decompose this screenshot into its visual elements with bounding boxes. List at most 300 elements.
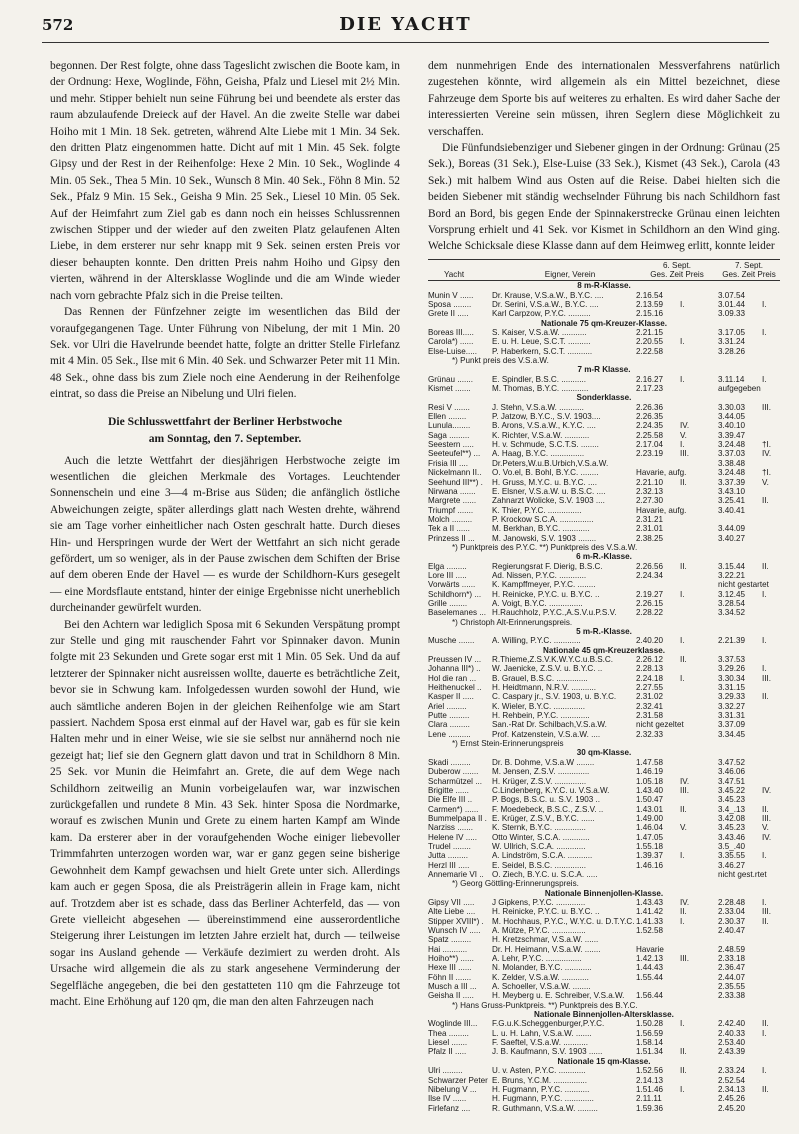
table-row xyxy=(428,309,780,318)
cell-prize-sept7 xyxy=(762,926,780,935)
cell-prize-sept6: III. xyxy=(680,954,689,964)
table-row xyxy=(428,664,780,673)
cell-yacht: Vorwärts ...... xyxy=(428,580,476,590)
cell-time-sept6: 2.20.55 xyxy=(636,337,664,347)
cell-prize-sept7 xyxy=(762,1038,780,1047)
cell-prize-sept7: I. xyxy=(762,589,767,599)
cell-prize-sept6 xyxy=(680,982,718,991)
cell-time-sept6: 2.40.20 xyxy=(636,636,664,646)
table-row xyxy=(428,655,780,664)
cell-owner: F.G.u.K.Scheggenburger,P.Y.C. xyxy=(492,1019,605,1029)
cell-prize-sept6 xyxy=(680,926,718,935)
cell-time-sept6: 1.55.18 xyxy=(636,841,664,851)
cell-yacht: Bummelpapa II . xyxy=(428,813,487,823)
cell-prize-sept7 xyxy=(762,655,780,664)
cell-time-sept6: 1.50.47 xyxy=(636,795,664,805)
cell-owner: H. Heidtmann, N.R.V. ........... xyxy=(492,683,597,693)
cell-prize-sept6 xyxy=(680,730,718,739)
cell-time-sept7: 3.30.34 xyxy=(718,673,746,683)
cell-prize-sept6 xyxy=(680,1104,718,1113)
page-number: 572 xyxy=(42,16,74,34)
cell-time-sept7: 3.30.03 xyxy=(718,402,746,412)
table-row xyxy=(428,459,780,468)
cell-owner: B. Grauel, B.S.C. .............. xyxy=(492,673,588,683)
cell-prize-sept7 xyxy=(762,1076,780,1085)
cell-owner: Prof. Katzenstein, V.S.a.W. .... xyxy=(492,729,601,739)
cell-prize-sept7 xyxy=(762,870,780,879)
cell-prize-sept6 xyxy=(680,767,718,776)
cell-time-sept7: 3.37.09 xyxy=(718,720,746,730)
cell-yacht: Ulri ......... xyxy=(428,1066,463,1076)
cell-time-sept7: 3.40.41 xyxy=(718,505,746,515)
table-row xyxy=(428,487,780,496)
cell-prize-sept7 xyxy=(762,1047,780,1056)
cell-owner: K. Richter, V.S.a.W. ........... xyxy=(492,430,590,440)
class-heading: Nationale 15 qm-Klasse. xyxy=(557,1056,651,1066)
cell-yacht: Föhn II ....... xyxy=(428,972,472,982)
cell-prize-sept7 xyxy=(762,431,780,440)
table-row xyxy=(428,384,780,393)
cell-prize-sept7 xyxy=(762,758,780,767)
table-note: *) Georg Göttling-Erinnerungspreis. xyxy=(452,879,579,889)
cell-owner: Otto Winter, S.C.A. ............ xyxy=(492,832,590,842)
table-row xyxy=(428,991,780,1000)
cell-prize-sept6 xyxy=(680,692,718,701)
cell-time-sept6: 1.52.58 xyxy=(636,926,664,935)
cell-prize-sept7: II. xyxy=(762,1019,769,1029)
cell-time-sept7: 2.35.55 xyxy=(718,982,746,992)
table-row xyxy=(428,506,780,515)
cell-prize-sept6 xyxy=(680,935,718,944)
cell-owner: H. Rehbein, P.Y.C. ............. xyxy=(492,711,590,721)
cell-prize-sept7 xyxy=(762,347,780,356)
cell-time-sept6: 2.26.15 xyxy=(636,598,664,608)
table-row xyxy=(428,1104,780,1113)
cell-prize-sept7: IV. xyxy=(762,449,772,459)
cell-time-sept7 xyxy=(718,935,762,944)
header-yacht: Yacht xyxy=(444,270,465,280)
cell-time-sept7: 3.34.52 xyxy=(718,608,746,618)
table-row xyxy=(428,608,780,617)
table-row xyxy=(428,851,780,860)
cell-prize-sept6 xyxy=(680,403,718,412)
cell-yacht: Munin V ...... xyxy=(428,290,474,300)
cell-prize-sept7: I. xyxy=(762,374,767,384)
table-row xyxy=(428,758,780,767)
cell-yacht: Wunsch IV ..... xyxy=(428,926,481,935)
cell-owner: M. Thomas, B.Y.C. ............ xyxy=(492,384,589,394)
cell-time-sept7: 2.33.04 xyxy=(718,907,746,917)
cell-prize-sept6 xyxy=(680,524,718,533)
cell-owner: R. Guthmann, V.S.a.W. ......... xyxy=(492,1103,598,1113)
cell-time-sept6: 1.52.56 xyxy=(636,1066,664,1076)
class-heading: 30 qm-Klasse. xyxy=(576,748,632,758)
cell-prize-sept6 xyxy=(680,664,718,673)
cell-time-sept6: nicht gezeltet xyxy=(636,720,684,730)
table-row xyxy=(428,674,780,683)
cell-owner: H. Meyberg u. E. Schreiber, V.S.a.W. xyxy=(492,991,625,1001)
cell-time-sept7: 3.29.33 xyxy=(718,692,746,702)
cell-prize-sept6 xyxy=(680,991,718,1000)
cell-time-sept7: 3.39.47 xyxy=(718,430,746,440)
cell-yacht: Frisia III .... xyxy=(428,458,469,468)
cell-prize-sept6: I. xyxy=(680,636,685,646)
cell-prize-sept6 xyxy=(680,833,718,842)
table-row xyxy=(428,720,780,729)
cell-prize-sept6 xyxy=(680,1038,718,1047)
cell-prize-sept6 xyxy=(680,758,718,767)
cell-owner: K. Wieler, B.Y.C. .............. xyxy=(492,701,585,711)
class-heading: Nationale Binnenjollen-Klasse. xyxy=(544,888,664,898)
cell-time-sept6: 2.28.13 xyxy=(636,664,664,674)
table-row xyxy=(428,534,780,543)
table-row xyxy=(428,403,780,412)
cell-prize-sept6 xyxy=(680,720,718,729)
cell-time-sept6: 2.32.13 xyxy=(636,486,664,496)
cell-prize-sept6 xyxy=(680,870,718,879)
cell-time-sept6: 1.59.36 xyxy=(636,1103,664,1113)
cell-prize-sept7 xyxy=(762,973,780,982)
cell-prize-sept7 xyxy=(762,711,780,720)
cell-prize-sept7: I. xyxy=(762,851,767,861)
cell-owner: Dr. H. Heimann, V.S.a.W. ....... xyxy=(492,944,601,954)
table-row xyxy=(428,375,780,384)
cell-time-sept6: 2.23.19 xyxy=(636,449,664,459)
table-row xyxy=(428,524,780,533)
section-heading-date: am Sonntag, den 7. September. xyxy=(148,431,302,445)
cell-yacht: Duberow ....... xyxy=(428,767,479,777)
cell-yacht: Boreas III..... xyxy=(428,328,474,337)
cell-owner: H. Fugmann, P.Y.C. ........... xyxy=(492,1084,590,1094)
cell-prize-sept6: II. xyxy=(680,1047,687,1057)
table-row xyxy=(428,945,780,954)
cell-yacht: Firlefanz .... xyxy=(428,1103,471,1113)
cell-time-sept7: 3.45.23 xyxy=(718,795,746,805)
cell-yacht: Hol die ran ... xyxy=(428,673,477,683)
cell-owner: L. u. H. Lahn, V.S.a.W. ....... xyxy=(492,1028,592,1038)
table-row xyxy=(428,1076,780,1085)
cell-prize-sept7 xyxy=(762,309,780,318)
table-row xyxy=(428,636,780,645)
cell-time-sept6: 2.26.36 xyxy=(636,402,664,412)
cell-prize-sept7 xyxy=(762,795,780,804)
header-date1 xyxy=(636,261,718,279)
cell-yacht: Narziss ....... xyxy=(428,823,473,833)
cell-time-sept7: 3.37.03 xyxy=(718,449,746,459)
cell-time-sept7: nicht gest.rtet xyxy=(718,869,767,879)
paragraph: Das Rennen der Fünfzehner zeigte im wesentlichen das Bild der voraufgegangenen Tage. Unter Führung von Nibelung, der mit 1 Min. 20 Sek. vor Ulri die Havelrunde beendet hatte, folgte an dritter Stelle Firlefanz mit 4 Min. 05 Sek., Ilse mit 6 Min. 40 Sek. und Schwarzer Peter mit 11 Min. 48 Sek., ohne dass bis zum Ziele noch eine Aenderung in der Reihenfolge eintrat, so dass die Preise an Nibelung und Ulri fielen. xyxy=(50,306,400,401)
cell-time-sept6: 1.55.44 xyxy=(636,972,664,982)
cell-owner: H. Kretzschmar, V.S.a.W. ...... xyxy=(492,935,599,945)
table-row xyxy=(428,1066,780,1075)
cell-owner: San.-Rat Dr. Schilbach,V.S.a.W. xyxy=(492,720,607,730)
cell-time-sept6: 2.21.15 xyxy=(636,328,664,337)
cell-prize-sept7: †I. xyxy=(762,440,771,450)
cell-yacht: Seeteufel**) ... xyxy=(428,449,481,459)
cell-prize-sept7: II. xyxy=(762,804,769,814)
table-row xyxy=(428,291,780,300)
cell-yacht: Margrete ...... xyxy=(428,496,477,506)
cell-time-sept6: 2.16.27 xyxy=(636,374,664,384)
cell-prize-sept7 xyxy=(762,515,780,524)
cell-owner: P. Bogs, B.S.C. u. S.V. 1903 .. xyxy=(492,795,600,805)
cell-prize-sept7: I. xyxy=(762,1066,767,1076)
cell-time-sept6: 1.43.40 xyxy=(636,785,664,795)
table-row xyxy=(428,1085,780,1094)
cell-prize-sept6 xyxy=(680,814,718,823)
table-row xyxy=(428,496,780,505)
table-row xyxy=(428,562,780,571)
cell-owner: H. Gruss, M.Y.C. u. B.Y.C. .... xyxy=(492,477,597,487)
cell-owner: K. Thier, P.Y.C. ............... xyxy=(492,505,582,515)
cell-owner: H. Krüger, Z.S.V. .............. xyxy=(492,776,587,786)
table-row xyxy=(428,870,780,879)
table-row xyxy=(428,683,780,692)
cell-prize-sept7: II. xyxy=(762,692,769,702)
cell-yacht: Hexe III ...... xyxy=(428,963,472,973)
cell-time-sept6: 1.43.43 xyxy=(636,897,664,907)
cell-prize-sept6: II. xyxy=(680,655,687,665)
cell-prize-sept6 xyxy=(680,291,718,300)
cell-owner: H. Reinicke, P.Y.C. u. B.Y.C. .. xyxy=(492,589,600,599)
cell-yacht: Sposa ........ xyxy=(428,299,472,309)
cell-time-sept6: 2.24.34 xyxy=(636,570,664,580)
cell-time-sept7: 3.29.26 xyxy=(718,664,746,674)
cell-yacht: Thea ......... xyxy=(428,1028,469,1038)
cell-yacht: Nirwana ....... xyxy=(428,486,476,496)
cell-time-sept7: 3.37.53 xyxy=(718,655,746,665)
cell-owner: C.Lindenberg, K.Y.C. u. V.S.a.W. xyxy=(492,785,610,795)
cell-yacht: Clara ......... xyxy=(428,720,470,730)
cell-time-sept7: 3.07.54 xyxy=(718,290,746,300)
cell-prize-sept6: II. xyxy=(680,561,687,571)
cell-prize-sept6 xyxy=(680,309,718,318)
cell-yacht: Grete II ..... xyxy=(428,309,469,319)
cell-prize-sept7 xyxy=(762,580,780,589)
table-row xyxy=(428,861,780,870)
cell-time-sept6: 2.14.13 xyxy=(636,1075,664,1085)
cell-time-sept6: 1.43.01 xyxy=(636,804,664,814)
cell-yacht: Hoiho**) ...... xyxy=(428,954,474,964)
cell-owner: A. Lehr, P.Y.C. ................ xyxy=(492,954,582,964)
cell-time-sept7: 3.45.22 xyxy=(718,785,746,795)
cell-time-sept6: 1.44.43 xyxy=(636,963,664,973)
cell-prize-sept7: II. xyxy=(762,496,769,506)
header-date1-label: 6. Sept. xyxy=(663,260,691,270)
cell-time-sept6: 2.27.30 xyxy=(636,496,664,506)
cell-time-sept6: 1.41.33 xyxy=(636,916,664,926)
cell-time-sept6: 1.51.34 xyxy=(636,1047,664,1057)
results-table-header xyxy=(428,259,780,281)
cell-yacht: Brigitte ...... xyxy=(428,785,469,795)
class-heading: 8 m-R-Klasse. xyxy=(577,281,631,291)
cell-time-sept7: 3.42.08 xyxy=(718,813,746,823)
cell-prize-sept7 xyxy=(762,571,780,580)
header-date2-label: 7. Sept. xyxy=(735,260,763,270)
cell-owner: A. Schoeller, V.S.a.W. ........ xyxy=(492,982,591,992)
cell-owner: P. Jatzow, B.Y.C., S.V. 1903.... xyxy=(492,412,601,422)
cell-prize-sept7: V. xyxy=(762,477,769,487)
cell-owner: E. Bruns, Y.C.M. ............... xyxy=(492,1075,588,1085)
cell-owner: Ad. Nissen, P.Y.C. ............ xyxy=(492,570,587,580)
cell-time-sept6: 2.28.22 xyxy=(636,608,664,618)
cell-yacht: Carmen*) ...... xyxy=(428,804,479,814)
cell-prize-sept6: V. xyxy=(680,823,687,833)
cell-time-sept6: 1.05.18 xyxy=(636,776,664,786)
table-row xyxy=(428,599,780,608)
cell-yacht: Prinzess II ... xyxy=(428,533,475,543)
cell-prize-sept7: III. xyxy=(762,907,771,917)
cell-prize-sept7 xyxy=(762,963,780,972)
cell-owner: K. Zelder, V.S.a.W. ............ xyxy=(492,972,589,982)
cell-prize-sept6: IV. xyxy=(680,897,690,907)
table-row xyxy=(428,328,780,337)
cell-time-sept6: 1.42.13 xyxy=(636,954,664,964)
header-owner: Eigner, Verein xyxy=(544,270,596,280)
table-note: *) Hans Gruss-Punktpreis. **) Punktpreis des B.Y.C. xyxy=(452,1000,638,1010)
cell-yacht: Skadi ......... xyxy=(428,757,471,767)
cell-time-sept6: 1.56.59 xyxy=(636,1028,664,1038)
cell-prize-sept6 xyxy=(680,571,718,580)
cell-prize-sept7 xyxy=(762,777,780,786)
cell-time-sept7: 3.40.10 xyxy=(718,421,746,431)
cell-yacht: Molch ......... xyxy=(428,514,473,524)
table-row xyxy=(428,1019,780,1028)
cell-time-sept7: 3.37.39 xyxy=(718,477,746,487)
cell-prize-sept6: I. xyxy=(680,1019,685,1029)
cell-time-sept6: 2.22.58 xyxy=(636,346,664,356)
cell-owner: H. Fugmann, P.Y.C. ............. xyxy=(492,1094,594,1104)
class-heading: 5 m-R.-Klasse. xyxy=(576,627,632,636)
cell-time-sept7: 3.5_.40 xyxy=(718,841,746,851)
cell-owner: Dr.Peters,W.u.B.Urbich,V.S.a.W. xyxy=(492,458,609,468)
cell-prize-sept6: I. xyxy=(680,851,685,861)
cell-prize-sept7: I. xyxy=(762,1028,767,1038)
cell-prize-sept6: III. xyxy=(680,449,689,459)
section-heading xyxy=(50,413,400,447)
cell-yacht: Kismet ....... xyxy=(428,384,471,394)
cell-yacht: Heithenuckel .. xyxy=(428,683,482,693)
cell-prize-sept7 xyxy=(762,487,780,496)
cell-time-sept6: 2.31.02 xyxy=(636,692,664,702)
paragraph: Die Fünfundsiebenziger und Siebener gingen in der Ordnung: Grünau (25 Sek.), Boreas (31 Sek.), Else-Luise (33 Sek.), Kismet (43 Sek.), Carola (43 Sek.) mit halbem Wind aus Osten auf die Reise. Dabei hielten sich die beiden Siebener mit ständig wechselnder Führung bis nach Schildhorn fast Bord an Bord, bis gegen Ende der Spinnakerstrecke Grünau einen leichten Vorsprung erhielt und 41 Sek. vor Kismet in Schildhorn an den Wind ging. Welche Schicksale diese Klasse dann auf dem Heimweg erlitt, konnte leider xyxy=(428,142,780,253)
cell-prize-sept7: II. xyxy=(762,1084,769,1094)
cell-time-sept7: 2.36.47 xyxy=(718,963,746,973)
table-note: *) Punktpreis des P.Y.C. **) Punktpreis des V.S.a.W. xyxy=(452,542,638,552)
cell-prize-sept6 xyxy=(680,702,718,711)
cell-prize-sept6 xyxy=(680,496,718,505)
cell-yacht: Nibelung V ... xyxy=(428,1084,477,1094)
cell-owner: Karl Carpzow, P.Y.C. .......... xyxy=(492,309,591,319)
table-row xyxy=(428,842,780,851)
cell-yacht: Alte Liebe .... xyxy=(428,907,476,917)
cell-time-sept6: 1.51.46 xyxy=(636,1084,664,1094)
cell-time-sept7: 2.44.07 xyxy=(718,972,746,982)
cell-owner: H. v. Schmude, S.C.T.S. ........ xyxy=(492,440,599,450)
cell-prize-sept6 xyxy=(680,608,718,617)
cell-time-sept6: 2.17.23 xyxy=(636,384,664,394)
table-row xyxy=(428,973,780,982)
cell-prize-sept7 xyxy=(762,720,780,729)
cell-prize-sept7 xyxy=(762,991,780,1000)
cell-prize-sept6 xyxy=(680,384,718,393)
cell-yacht: Scharmützel ... xyxy=(428,776,482,786)
table-row xyxy=(428,478,780,487)
table-row xyxy=(428,898,780,907)
cell-time-sept6: 1.39.37 xyxy=(636,851,664,861)
table-row xyxy=(428,795,780,804)
cell-prize-sept7 xyxy=(762,954,780,963)
cell-prize-sept7 xyxy=(762,384,780,393)
cell-prize-sept7 xyxy=(762,1104,780,1113)
cell-prize-sept7 xyxy=(762,337,780,346)
cell-prize-sept7: IV. xyxy=(762,785,772,795)
cell-prize-sept7: I. xyxy=(762,328,767,337)
cell-time-sept7: 3.46.27 xyxy=(718,860,746,870)
cell-yacht: Spatz ......... xyxy=(428,935,472,945)
cell-owner: R.Thieme,Z.S.V.K.W.Y.C.u.B.S.C. xyxy=(492,655,613,665)
cell-yacht: Putte ......... xyxy=(428,711,470,721)
table-row xyxy=(428,1029,780,1038)
cell-yacht: Musch a III ... xyxy=(428,982,477,992)
cell-time-sept7: 3.09.33 xyxy=(718,309,746,319)
table-row xyxy=(428,982,780,991)
class-heading: 7 m-R Klasse. xyxy=(577,365,631,375)
cell-prize-sept6 xyxy=(680,842,718,851)
cell-owner: S. Kaiser, V.S.a.W. ........... xyxy=(492,328,587,337)
cell-prize-sept6 xyxy=(680,515,718,524)
cell-owner: W. Jaenicke, Z.S.V. u. B.Y.C. .. xyxy=(492,664,603,674)
table-row xyxy=(428,767,780,776)
paragraph: Bei den Achtern war lediglich Sposa mit 6 Sekunden Verspätung prompt zur Stelle und ging mit rauschender Fahrt vor Spinnaker davon. Munin folgte mit 23 Sekunden und Grete sogar erst mit 1 Min. 05 Sek. Und da auf letzterer der Spinnaker nicht ausreissen wollte, dauerte es beträchtliche Zeit, bevor sie in Schwung kam. Infolgedessen wurden sowohl der Hund, wie auch sämtliche anderen Bojen in der gleichen Reihenfolge wie am Start passiert. Nachdem Sposa erst einmal auf der Havel war, gab es für sie kein Halten mehr und in einer Weise, wie sie sie selbst nur annähernd noch nie gezeigt hat; lief sie den Gegnern glatt davon und trat in Schildhorn 8 Min. 25 Sek. vor Munin die Heimfahrt an. Grete, die auf dem Wege nach Schildhorn zeitweilig an Munin vorbeigelaufen war, war inzwischen zurückgefallen und rundete 8 Min. 43 Sek. hinter Sposa die Nordmarke, worauf es zwischen Munin und Grete zu einem harten Kampf am Winde kam. Da ersterer aber in der voraufgehenden Woche einiger liebevoller Trimmfahrten unterzogen worden war, war er ganz gegen seine bisherige Gewohnheit dem Kampf gewachsen und hielt Grete unter sich. Allerdings kam auch er gegen Sposa, die als Preisträgerin allein in Frage kam, nicht auf. Trotzdem aber ist es schade, dass das Berliner Achterfeld, das — von Grete vielleicht abgesehen — übereinstimmend eine ausserordentliche Steigerung ihrer Leistungen im letzten Jahre erzielt hat, durch — teilweise sogar ins Ausland gehende — Verkäufe dezimiert zu werden droht. Als Ursache wird allgemein die als zu stark angesehene Verminderung der Segelfläche angegeben, die bei den gestatteten 110 qm die Fahrzeuge tot macht. Eine Erhöhung auf 120 qm, die man den alten Fahrzeugen nach xyxy=(50,618,400,1008)
cell-prize-sept6 xyxy=(680,963,718,972)
cell-time-sept7: 2.21.39 xyxy=(718,636,746,646)
table-row xyxy=(428,449,780,458)
cell-owner: K. Kampffmeyer, P.Y.C. ........ xyxy=(492,580,596,590)
cell-prize-sept7 xyxy=(762,861,780,870)
cell-yacht: Pfalz II ..... xyxy=(428,1047,467,1057)
cell-prize-sept7 xyxy=(762,608,780,617)
cell-time-sept6: 2.26.12 xyxy=(636,655,664,665)
cell-owner: E. Elsner, V.S.a.W. u. B.S.C. .... xyxy=(492,486,606,496)
cell-prize-sept7 xyxy=(762,599,780,608)
cell-prize-sept6 xyxy=(680,973,718,982)
cell-owner: E. u. H. Leue, S.C.T. .......... xyxy=(492,337,591,347)
cell-time-sept7: 3.4_.13 xyxy=(718,804,746,814)
cell-prize-sept6: IV. xyxy=(680,776,690,786)
class-heading: Nationale 45 qm-Kreuzerklasse. xyxy=(543,645,665,655)
header-date1-sub: Ges. Zeit Preis xyxy=(650,270,704,280)
cell-time-sept7: 2.43.39 xyxy=(718,1047,746,1057)
cell-owner: Dr. B. Dohme, V.S.a.W ........ xyxy=(492,757,595,767)
cell-yacht: Baselemanes ... xyxy=(428,608,487,618)
cell-prize-sept7: V. xyxy=(762,823,769,833)
cell-owner: O. Vo.el, B. Bohl, B.Y.C. ........ xyxy=(492,468,599,478)
cell-owner: H. Reinicke, P.Y.C. u. B.Y.C. .. xyxy=(492,907,600,917)
cell-prize-sept6: II. xyxy=(680,1066,687,1076)
cell-prize-sept6 xyxy=(680,580,718,589)
cell-time-sept7: 3.38.48 xyxy=(718,458,746,468)
cell-prize-sept7: †I. xyxy=(762,468,771,478)
cell-time-sept6: 2.32.33 xyxy=(636,729,664,739)
table-row xyxy=(428,580,780,589)
cell-prize-sept7 xyxy=(762,524,780,533)
table-row xyxy=(428,1094,780,1103)
cell-time-sept6: 1.50.28 xyxy=(636,1019,664,1029)
cell-time-sept7: 3.28.26 xyxy=(718,346,746,356)
cell-yacht: Stipper XVIII*) . xyxy=(428,916,484,926)
cell-time-sept6 xyxy=(636,580,680,589)
